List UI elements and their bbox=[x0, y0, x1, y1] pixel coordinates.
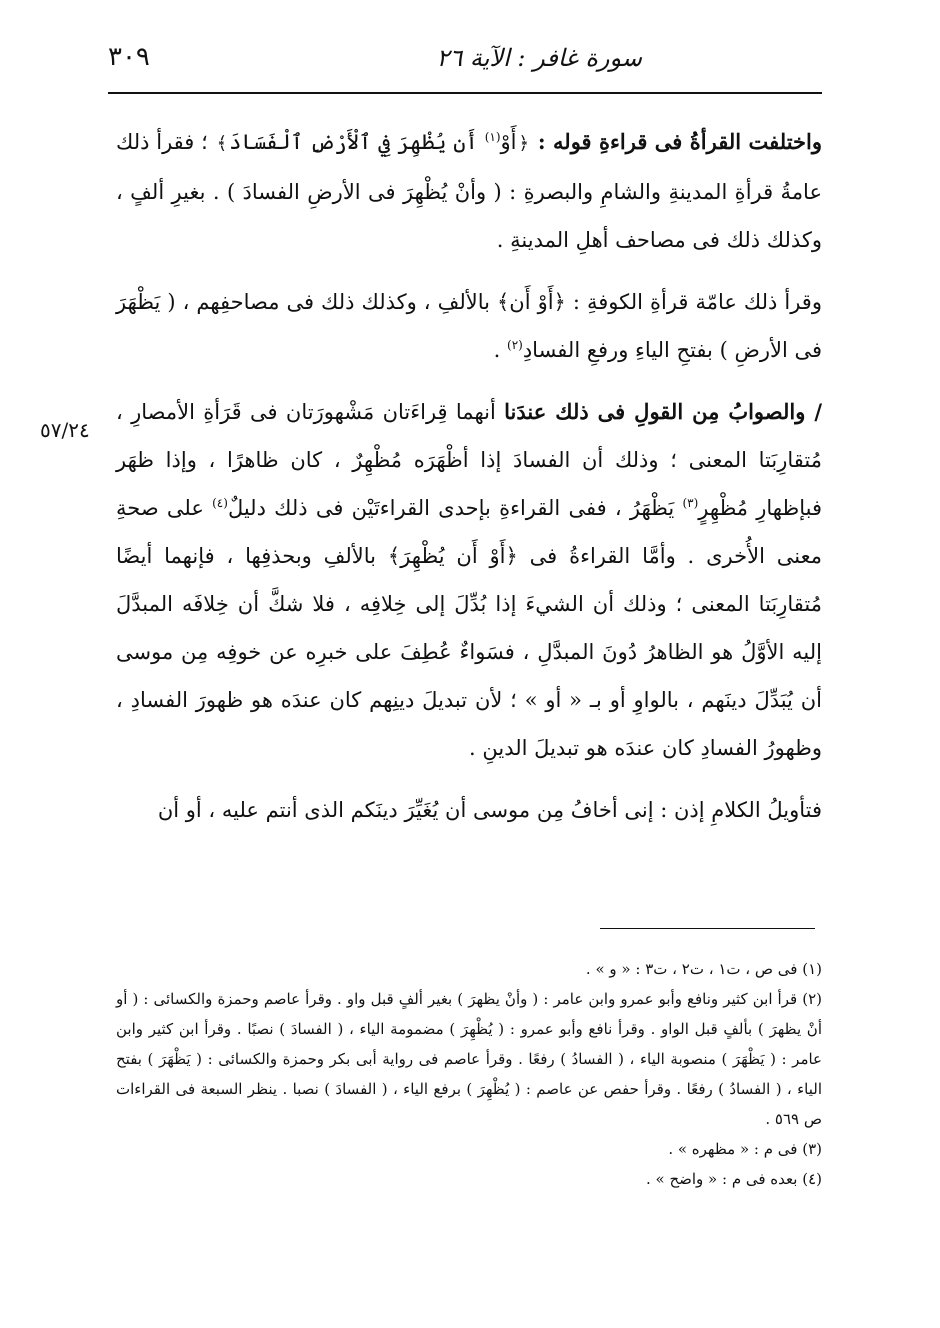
footnote-1: (١) فى ص ، ت١ ، ت٢ ، ت٣ : « و » . bbox=[585, 960, 822, 978]
footnote-divider bbox=[600, 928, 815, 929]
paragraph-2-end: . bbox=[493, 338, 501, 362]
paragraph-4: فتأويلُ الكلامِ إذن : إنى أخافُ مِن موسى أن يُغَيِّرَ دينَكم الذى أنتم عليه ، أو أن bbox=[157, 798, 822, 822]
page-header bbox=[100, 40, 822, 80]
quran-open-bracket: ﴿ bbox=[518, 133, 530, 154]
footnote-4: (٤) بعده فى م : « واضح » . bbox=[645, 1170, 822, 1188]
paragraph-2 bbox=[116, 278, 822, 374]
surah-title: سورة غافر : الآية ٢٦ bbox=[436, 44, 642, 72]
main-text bbox=[116, 118, 822, 834]
margin-reference: ٥٧/٢٤ bbox=[40, 418, 90, 442]
footnote-marker-3: (٣) bbox=[682, 496, 699, 510]
paragraph-3-text-a: أنهما قِراءَتان مَشْهورَتان فى قَرَأةِ الأمصارِ ، مُتقارِبَتا المعنى ؛ وذلك أن الفسادَ إذا أظْهَرَه مُظْهِرٌ ، كان ظاهرًا ، وإذا ظهَر فبإظهارِ مُظْهِرٍ bbox=[116, 400, 822, 520]
paragraph-3-text-b: يَظْهَرُ ، ففى القراءةِ بإحدى القراءتَيْن فى ذلك دليلٌ bbox=[227, 496, 675, 520]
paragraph-2-mid: بالألفِ ، وكذلك ذلك فى مصاحفِهم ، ( يَظْهَرَ فى الأرضِ ) بفتحِ الياءِ ورفعِ الفسادِ bbox=[116, 290, 822, 362]
paragraph-3-quran: ﴿أَوْ أَن يُظْهِرَ﴾ bbox=[387, 544, 518, 568]
quran-word-aw: أَوْ bbox=[500, 130, 517, 154]
footnote-2: (٢) قرأ ابن كثير ونافع وأبو عمرو وابن عامر : ( وأنْ يظهرَ ) بغير ألفٍ قبل واو . وقرأ عاصم وحمزة والكسائى : ( أو أنْ يظهرَ ) بألفٍ قبل الواو . وقرأ نافع وأبو عمرو : ( يُظْهِرَ ) مضمومة الياء ، ( الفسادَ ) نصبًا . وقرأ ابن كثير وابن عامر : ( يَظْهَرَ ) منصوبة الياء ، ( الفسادُ ) رفعًا . وقرأ عاصم فى رواية أبى بكر وحمزة والكسائى : ( يَظْهَرَ ) بفتح الياء ، ( الفسادُ ) رفعًا . وقرأ حفص عن عاصم : ( يُظْهِرَ ) برفع الياء ، ( الفسادَ ) نصبا . ينظر السبعة فى القراءات ص ٥٦٩ . bbox=[116, 990, 822, 1128]
paragraph-1-text: ؛ فقرأ ذلك عامةُ قرأةِ المدينةِ والشامِ والبصرةِ : ( وأنْ يُظْهِرَ فى الأرضِ الفسادَ ) . بغيرِ ألفٍ ، وكذلك ذلك فى مصاحف أهلِ المدينةِ . bbox=[116, 130, 822, 252]
paragraph-2-quran: ﴿أَوْ أَن﴾ bbox=[497, 290, 566, 314]
footnote-3: (٣) فى م : « مظهره » . bbox=[668, 1140, 822, 1158]
header-divider bbox=[108, 92, 822, 94]
paragraph-3-text-c: على صحةِ معنى الأُخرى . وأمَّا القراءةُ فى bbox=[116, 496, 822, 568]
paragraph-1 bbox=[116, 118, 822, 264]
quran-verse-text: أَن يُظْهِرَ فِي ٱلْأَرْضِ ٱلْفَسَادَ bbox=[229, 130, 478, 154]
page-number: ٣٠٩ bbox=[108, 42, 150, 72]
paragraph-3 bbox=[116, 388, 822, 772]
footnote-marker-2: (٢) bbox=[507, 338, 523, 352]
paragraph-3-text-d: بالألفِ وبحذفِها ، فإنهما أيضًا مُتقارِبَتا المعنى ؛ وذلك أن الشيءَ إذا بُدِّلَ إلى خِلافِه ، فلا شكَّ أن خِلافَه المبدَّلَ إليه الأوَّلُ هو الظاهرُ دُونَ المبدَّلِ ، فسَواءٌ عُطِفَ على خبرِه عن خوفِه مِن موسى أن يُبَدِّلَ دينَهم ، بالواوِ أو بـ « أو » ؛ لأن تبديلَ دينِهم كان عندَه هو ظهورَ الفسادِ ، وظهورُ الفسادِ كان عندَه هو تبديلَ الدينِ . bbox=[116, 544, 822, 760]
footnote-marker-4: (٤) bbox=[212, 496, 228, 510]
footnotes bbox=[116, 954, 822, 1194]
footnote-marker-1: (١) bbox=[484, 130, 501, 144]
paragraph-1-lead: واختلفت القرأةُ فى قراءةِ قوله : bbox=[537, 129, 822, 154]
paragraph-3-lead: / والصوابُ مِن القولِ فى ذلك عندَنا bbox=[504, 399, 822, 424]
paragraph-2-start: وقرأ ذلك عامّة قرأةِ الكوفةِ : bbox=[572, 290, 822, 314]
quran-close-bracket: ﴾ bbox=[216, 133, 228, 154]
